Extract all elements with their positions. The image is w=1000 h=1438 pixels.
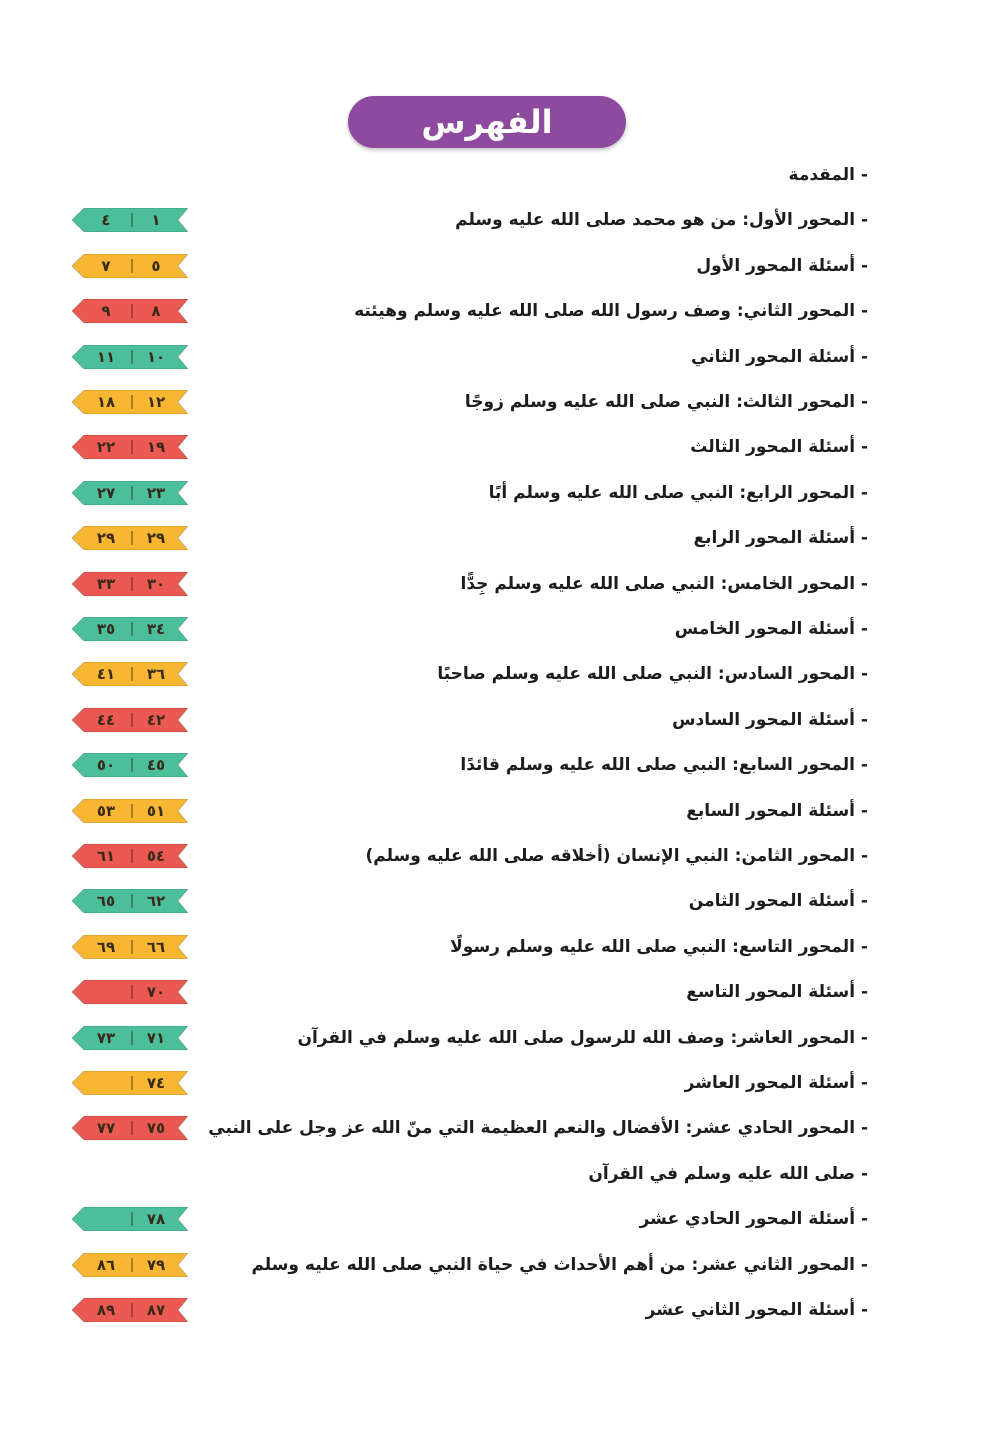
page-start-number: ٦٢ — [146, 892, 166, 911]
page-start-number: ٧٠ — [146, 983, 166, 1002]
page-end-number: ٨٩ — [96, 1301, 116, 1319]
page-range-tag — [72, 844, 188, 868]
contents-row — [0, 429, 1000, 465]
page-range-tag — [72, 980, 188, 1004]
contents-row — [0, 293, 1000, 329]
page-start-number: ٨ — [151, 302, 161, 321]
page-end-number: ٢٢ — [96, 438, 116, 457]
page-start-number: ٧١ — [146, 1028, 166, 1047]
page-range-tag — [72, 1026, 188, 1050]
page-range-tag — [72, 708, 188, 732]
page-start-number: ٥٤ — [146, 847, 166, 865]
contents-row-title: - المحور السابع: النبي صلى الله عليه وسلم قائدًا — [460, 755, 868, 776]
page-start-number: ١ — [151, 211, 161, 230]
page-start-number: ٥١ — [146, 801, 166, 820]
page-end-number: ٤٤ — [96, 710, 116, 729]
contents-row — [0, 1201, 1000, 1237]
page-end-number: ٦٥ — [96, 892, 116, 911]
contents-row-title: - المقدمة — [788, 165, 868, 185]
page-range-tag — [72, 1207, 188, 1231]
page-end-number: ٧٣ — [96, 1028, 116, 1047]
page-range-tag — [72, 526, 188, 550]
contents-row — [0, 1020, 1000, 1056]
contents-row — [0, 883, 1000, 919]
contents-row-title: - أسئلة المحور الثاني عشر — [645, 1300, 868, 1320]
contents-row-title: - المحور السادس: النبي صلى الله عليه وسلم صاحبًا — [437, 664, 868, 685]
contents-row-title: - المحور الثامن: النبي الإنسان (أخلاقه صلى الله عليه وسلم) — [365, 846, 868, 866]
page-range-tag — [72, 1116, 188, 1140]
page-range-tag — [72, 799, 188, 823]
contents-row — [0, 202, 1000, 238]
page-range-tag — [72, 390, 188, 414]
contents-row-title: - أسئلة المحور الحادي عشر — [639, 1209, 868, 1230]
contents-row — [0, 520, 1000, 556]
page-end-number — [86, 980, 126, 1004]
page-end-number: ٥٠ — [96, 756, 116, 775]
page-end-number: ٣٣ — [96, 574, 116, 593]
contents-row — [0, 157, 1000, 193]
contents-row — [0, 475, 1000, 511]
contents-row — [0, 384, 1000, 420]
page-range-tag — [72, 299, 188, 323]
contents-row-title: - المحور الخامس: النبي صلى الله عليه وسلم جِدًّا — [460, 573, 868, 594]
contents-row-title: - أسئلة المحور التاسع — [686, 982, 868, 1003]
contents-row — [0, 747, 1000, 783]
page-end-number: ٤ — [101, 211, 111, 230]
page-start-number: ٧٤ — [146, 1074, 166, 1092]
contents-row — [0, 611, 1000, 647]
page-end-number: ٧ — [101, 256, 111, 275]
page-end-number: ٢٧ — [96, 483, 116, 502]
page-range-tag — [72, 662, 188, 686]
page-range-tag — [72, 1071, 188, 1095]
contents-row — [0, 339, 1000, 375]
title-banner — [348, 96, 626, 148]
contents-row-title: - المحور العاشر: وصف الله للرسول صلى الله عليه وسلم في القرآن — [297, 1027, 868, 1048]
page-range-tag — [72, 481, 188, 505]
contents-row-title: - أسئلة المحور الثامن — [688, 891, 868, 912]
page-title: الفهرس — [421, 103, 553, 141]
contents-row — [0, 793, 1000, 829]
contents-row — [0, 1110, 1000, 1146]
page-range-tag — [72, 345, 188, 369]
contents-row-title: - أسئلة المحور الأول — [696, 255, 868, 276]
page-range-tag — [72, 254, 188, 278]
page-range-tag — [72, 617, 188, 641]
page-range-tag — [72, 1298, 188, 1322]
page-start-number: ٢٩ — [146, 529, 166, 548]
contents-row — [0, 974, 1000, 1010]
contents-row-title: - المحور الثالث: النبي صلى الله عليه وسلم زوجًا — [464, 392, 868, 412]
contents-row-title: - أسئلة المحور الرابع — [693, 528, 868, 549]
contents-row — [0, 248, 1000, 284]
contents-row-title: - المحور الثاني عشر: من أهم الأحداث في حياة النبي صلى الله عليه وسلم — [251, 1254, 868, 1275]
contents-row — [0, 838, 1000, 874]
page-end-number — [86, 1207, 126, 1231]
contents-row-title: - المحور الثاني: وصف رسول الله صلى الله عليه وسلم وهيئته — [354, 301, 868, 322]
page-end-number: ١١ — [96, 347, 116, 366]
contents-row-title: - أسئلة المحور السادس — [672, 709, 868, 730]
page-start-number: ٣٦ — [146, 665, 166, 684]
page-end-number: ٧٧ — [96, 1119, 116, 1138]
page-end-number: ٨٦ — [96, 1255, 116, 1274]
contents-row-title: - المحور التاسع: النبي صلى الله عليه وسلم رسولًا — [450, 936, 868, 957]
page-start-number: ٦٦ — [146, 937, 166, 956]
page-range-tag — [72, 208, 188, 232]
page-start-number: ٥ — [151, 256, 161, 275]
page-range-tag — [72, 753, 188, 777]
page-start-number: ١٢ — [146, 393, 166, 411]
contents-row — [0, 656, 1000, 692]
page-start-number: ٣٠ — [146, 574, 166, 593]
page-end-number: ٣٥ — [96, 620, 116, 638]
page-range-tag — [72, 1253, 188, 1277]
page-start-number: ٤٥ — [146, 756, 166, 775]
page-start-number: ٢٣ — [146, 483, 166, 502]
page-start-number: ١٠ — [146, 347, 166, 366]
page-start-number: ٤٢ — [146, 710, 166, 729]
page-range-tag — [72, 935, 188, 959]
contents-row-title: - أسئلة المحور الخامس — [674, 619, 868, 639]
contents-row — [0, 929, 1000, 965]
page-start-number: ٧٨ — [146, 1210, 166, 1229]
contents-row-title: - أسئلة المحور الثالث — [690, 437, 868, 458]
page-end-number: ٥٣ — [96, 801, 116, 820]
contents-row-title: - صلى الله عليه وسلم في القرآن — [588, 1163, 868, 1184]
contents-row — [0, 566, 1000, 602]
page-range-tag — [72, 572, 188, 596]
contents-row-title: - أسئلة المحور الثاني — [691, 346, 868, 367]
page-end-number: ٦٩ — [96, 937, 116, 956]
contents-row — [0, 1156, 1000, 1192]
contents-row — [0, 702, 1000, 738]
page-start-number: ٨٧ — [146, 1301, 166, 1319]
contents-row — [0, 1065, 1000, 1101]
page-start-number: ١٩ — [146, 438, 166, 457]
page-end-number: ٦١ — [96, 847, 116, 865]
contents-row-title: - أسئلة المحور السابع — [686, 800, 868, 821]
contents-row — [0, 1292, 1000, 1328]
contents-row-title: - المحور الأول: من هو محمد صلى الله عليه وسلم — [455, 210, 868, 231]
page-start-number: ٧٩ — [146, 1255, 166, 1274]
page-end-number: ١٨ — [96, 393, 116, 411]
contents-row-title: - المحور الحادي عشر: الأفضال والنعم العظيمة التي منّ الله عز وجل على النبي — [208, 1118, 868, 1139]
page-end-number — [86, 1071, 126, 1095]
contents-row — [0, 1247, 1000, 1283]
page-range-tag — [72, 435, 188, 459]
page-start-number: ٧٥ — [146, 1119, 166, 1138]
page-end-number: ٤١ — [96, 665, 116, 684]
page-range-tag — [72, 889, 188, 913]
page-end-number: ٢٩ — [96, 529, 116, 548]
page-start-number: ٣٤ — [146, 620, 166, 638]
contents-row-title: - المحور الرابع: النبي صلى الله عليه وسلم أبًا — [488, 482, 868, 503]
contents-row-title: - أسئلة المحور العاشر — [684, 1073, 868, 1093]
page-end-number: ٩ — [101, 302, 111, 321]
